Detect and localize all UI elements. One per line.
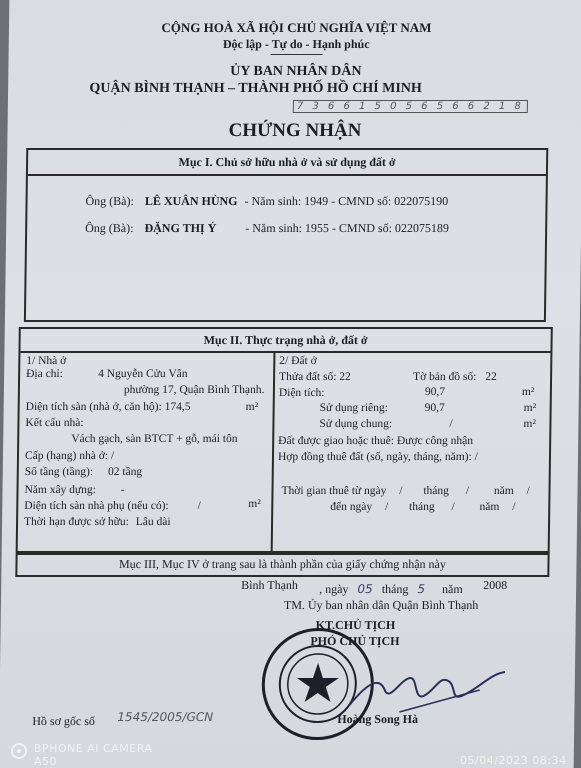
republic-heading: CỘNG HOÀ XÃ HỘI CHỦ NGHĨA VIỆT NAM (161, 20, 432, 35)
unit-m2: m² (523, 418, 536, 430)
column-divider (271, 351, 275, 551)
vice-chairman: PHÓ CHỦ TỊCH (310, 634, 400, 648)
section-1-divider (28, 174, 546, 176)
section-2-box (16, 327, 553, 553)
shared-value: / (449, 418, 453, 430)
allocation-row: Đất được giao hoặc thuê: Được công nhận (278, 435, 474, 447)
footer-note-box (15, 553, 549, 577)
lease-to-row: đến ngày / tháng / năm / (330, 501, 516, 513)
file-label: Hồ sơ gốc số (32, 714, 96, 728)
floor-area-row: Diện tích sàn (nhà ở, căn hộ): 174,5 (25, 401, 191, 413)
serial-number: 7 3 6 6 1 5 0 5 6 5 6 6 2 1 8 (293, 100, 528, 113)
handwritten-signature (339, 660, 510, 720)
year-row: Năm xây dựng: - (24, 484, 125, 496)
floors-row: Số tầng (tầng): 02 tầng (24, 466, 143, 478)
signing-date: , ngày 05 tháng 5 năm (319, 582, 463, 596)
national-motto: Độc lập - Tự do - Hạnh phúc (222, 37, 370, 51)
file-number: 1545/2005/GCN (117, 710, 214, 724)
owner-row: Ông (Bà): ĐẶNG THỊ Ý - Năm sinh: 1955 - CMND số: 022075189 (85, 221, 450, 235)
address-line-1: 4 Nguyễn Cửu Vân (98, 368, 188, 380)
unit-m2: m² (523, 402, 537, 414)
kt-chairman: KT.CHỦ TỊCH (315, 618, 396, 632)
shared-label: Sử dụng chung: (319, 418, 393, 430)
camera-logo-icon (10, 742, 28, 765)
map-row: Tờ bản đồ số: 22 (413, 371, 497, 383)
on-behalf-line: TM. Ủy ban nhân dân Quận Bình Thạnh (283, 598, 479, 612)
section-1-title: Mục I. Chủ sở hữu nhà ở và sử dụng đất ở (178, 155, 396, 169)
address-line-2: phường 17, Quận Bình Thạnh. (123, 384, 265, 396)
aux-area-row: Diện tích sàn nhà phụ (nếu có): / (24, 500, 201, 512)
land-heading: 2/ Đất ở (279, 355, 317, 367)
area-label: Diện tích: (278, 387, 325, 399)
photo-timestamp: 05/04/2023 08:34 (460, 754, 567, 767)
area-value: 90,7 (424, 386, 446, 398)
unit-m2: m² (521, 386, 535, 398)
signer-name: Hoàng Song Hà (337, 712, 419, 726)
private-value: 90,7 (424, 402, 445, 414)
structure-label: Kết cấu nhà: (25, 417, 84, 429)
section-2-title: Mục II. Thực trạng nhà ở, đất ở (203, 333, 368, 347)
owner-row: Ông (Bà): LÊ XUÂN HÙNG - Năm sinh: 1949 - CMND số: 022075190 (85, 194, 449, 208)
section-2-divider (20, 351, 550, 353)
signing-place: Bình Thạnh (241, 578, 299, 592)
private-label: Sử dụng riêng: (319, 402, 388, 414)
lease-row: Hợp đồng thuê đất (số, ngày, tháng, năm): / (277, 451, 478, 463)
camera-brand: BPHONE AI CAMERA (34, 742, 153, 755)
section-1-box (24, 148, 548, 322)
footer-note: Mục III, Mục IV ở trang sau là thành phần của giấy chứng nhận này (118, 557, 447, 571)
page-title: CHỨNG NHẬN (228, 120, 362, 141)
authority-district: QUẬN BÌNH THẠNH – THÀNH PHỐ HỒ CHÍ MINH (89, 81, 422, 96)
term-row: Thời hạn được sở hữu: Lâu dài (23, 516, 171, 528)
motto-underline (271, 54, 323, 55)
lease-from-row: Thời gian thuê từ ngày / tháng / năm / (281, 485, 530, 497)
authority-name: ỦY BAN NHÂN DÂN (230, 64, 362, 79)
house-heading: 1/ Nhà ở (26, 355, 67, 367)
address-label: Địa chỉ: (26, 368, 63, 380)
unit-m2: m² (245, 401, 259, 413)
parcel-row: Thửa đất số: 22 (279, 371, 351, 383)
signing-year: 2008 (483, 578, 508, 592)
camera-model: A50 (34, 755, 58, 768)
grade-row: Cấp (hạng) nhà ở: / (24, 450, 115, 462)
unit-m2: m² (248, 498, 261, 510)
structure-value: Vách gạch, sàn BTCT + gỗ, mái tôn (71, 433, 238, 445)
